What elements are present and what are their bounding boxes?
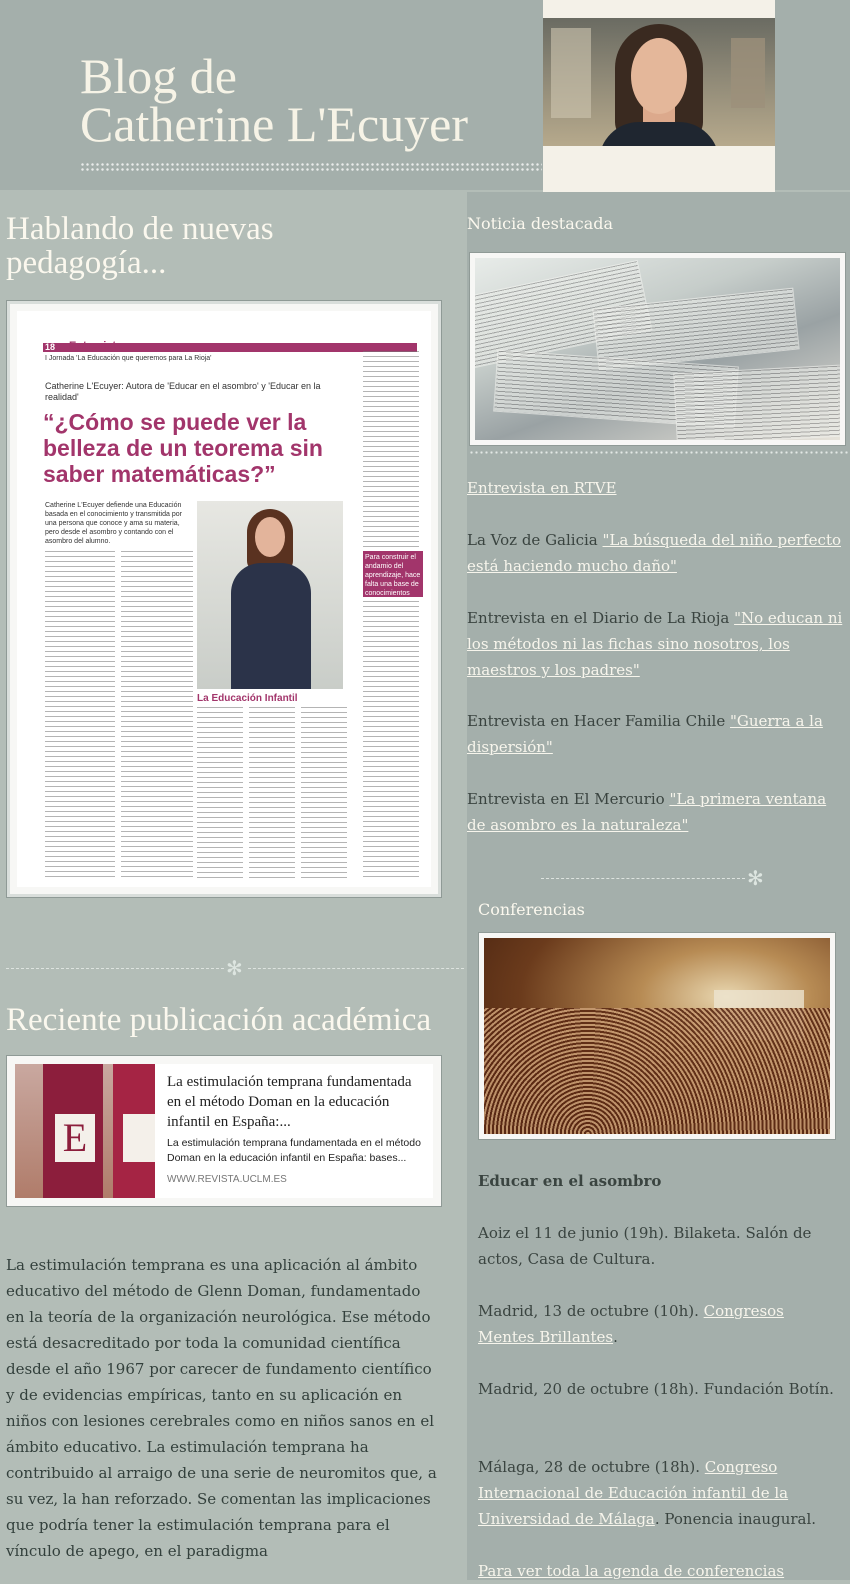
featured-news-title: Noticia destacada bbox=[467, 214, 614, 233]
auditorium-image bbox=[484, 938, 830, 1134]
event-malaga bbox=[478, 1454, 838, 1532]
clipping-page-number: 18 bbox=[45, 342, 56, 352]
publication-card-frame bbox=[6, 1055, 442, 1207]
conference-image-frame[interactable] bbox=[478, 932, 836, 1140]
blog-title[interactable] bbox=[80, 48, 468, 152]
mercurio-item bbox=[467, 786, 843, 838]
rtve-link[interactable]: Entrevista en RTVE bbox=[467, 479, 617, 497]
publication-description: La estimulación temprana fundamentada en el método Doman en la educación infantil en España: bases... bbox=[167, 1137, 421, 1164]
clipping-lead: Catherine L'Ecuyer defiende una Educación basada en el conocimiento y transmitida por una persona que conoce y ama su materia, pero desde el asombro y contando con el asombro del alumno. bbox=[45, 502, 182, 545]
sidebar bbox=[467, 192, 850, 1580]
malaga-congress-link[interactable]: Congreso Internacional de Educación infantil de la Universidad de Málaga bbox=[478, 1458, 789, 1528]
event2-suffix: . bbox=[613, 1328, 618, 1346]
rtve-item bbox=[467, 475, 843, 501]
publication-thumbnail[interactable] bbox=[15, 1064, 155, 1198]
clipping-subtitle: I Jornada 'La Educación que queremos para La Rioja' bbox=[45, 355, 212, 362]
header-dotted-rule bbox=[80, 162, 542, 172]
event4-suffix: . Ponencia inaugural. bbox=[654, 1510, 817, 1528]
blog-title-line2: Catherine L'Ecuyer bbox=[80, 96, 468, 152]
featured-news-frame[interactable] bbox=[469, 252, 846, 446]
mercurio-link[interactable]: "La primera ventana de asombro es la naturaleza" bbox=[467, 790, 827, 834]
event-series-title: Educar en el asombro bbox=[478, 1172, 662, 1190]
publication-card[interactable] bbox=[15, 1064, 433, 1198]
voz-item bbox=[467, 527, 843, 579]
publication-abstract: La estimulación temprana es una aplicación al ámbito educativo del método de Glenn Doman, fundamentado en la teoría de la organización neurológica. Ese método está desacreditado por toda la comunidad científica desde el año 1967 por carecer de fundamento científico y de evidencias empíricas, tanto en su aplicación en niños con lesiones cerebrales como en niños sanos en el ámbito educativo. La estimulación temprana ha contribuido al arraigo de una serie de neuromitos que, a su vez, la han reforzado. Se comentan las implicaciones que podría tener la estimulación temprana para el vínculo de apego, en el paradigma bbox=[6, 1256, 437, 1560]
author-photo bbox=[543, 18, 775, 146]
event-madrid-20: Madrid, 20 de octubre (18h). Fundación Botín. bbox=[478, 1380, 834, 1398]
rioja-link[interactable]: "No educan ni los métodos ni las fichas sino nosotros, los maestros y los padres" bbox=[467, 609, 843, 679]
snowflake-ornament-icon: ✻ bbox=[747, 866, 764, 890]
event4-prefix: Málaga, 28 de octubre (18h). bbox=[478, 1458, 705, 1476]
clipping-section: Entrevista bbox=[69, 340, 123, 352]
blog-title-line1: Blog de bbox=[80, 48, 237, 104]
clipping-subheading: La Educación Infantil bbox=[197, 693, 298, 704]
event-madrid-13 bbox=[478, 1298, 838, 1350]
divider-right bbox=[541, 878, 745, 880]
publication-title[interactable]: La estimulación temprana fundamentada en el método Doman en la educación infantil en España:... bbox=[167, 1074, 412, 1130]
voz-prefix: La Voz de Galicia bbox=[467, 531, 603, 549]
agenda-item bbox=[478, 1558, 838, 1584]
newspaper-clipping-frame[interactable] bbox=[6, 300, 442, 898]
publication-site: WWW.REVISTA.UCLM.ES bbox=[167, 1174, 287, 1185]
mercurio-prefix: Entrevista en El Mercurio bbox=[467, 790, 670, 808]
divider-left-b bbox=[248, 968, 464, 970]
dotted-rule bbox=[469, 450, 849, 456]
section-title-publicacion: Reciente publicación académica bbox=[6, 1002, 432, 1038]
voz-link[interactable]: "La búsqueda del niño perfecto está haciendo mucho daño" bbox=[467, 531, 841, 575]
newspaper-clipping-image bbox=[17, 311, 431, 887]
event2-prefix: Madrid, 13 de octubre (10h). bbox=[478, 1302, 704, 1320]
chile-item bbox=[467, 708, 843, 760]
clipping-headline: “¿Cómo se puede ver la belleza de un teorema sin saber matemáticas?” bbox=[43, 409, 323, 487]
event-aoiz: Aoiz el 11 de junio (19h). Bilaketa. Salón de actos, Casa de Cultura. bbox=[478, 1224, 812, 1268]
snowflake-ornament-icon: ✻ bbox=[226, 956, 243, 980]
clipping-callout: Para construir el andamio del aprendizaje, hace falta una base de conocimientos bbox=[363, 551, 423, 597]
thumbnail-letter: E bbox=[55, 1114, 95, 1162]
mentes-brillantes-link[interactable]: Congresos Mentes Brillantes bbox=[478, 1302, 784, 1346]
clipping-photo bbox=[197, 501, 343, 689]
divider-left-a bbox=[6, 968, 224, 970]
rioja-item bbox=[467, 605, 843, 683]
section-title-pedagogia: Hablando de nuevas pedagogía... bbox=[6, 211, 274, 281]
rioja-prefix: Entrevista en el Diario de La Rioja bbox=[467, 609, 735, 627]
agenda-link[interactable]: Para ver toda la agenda de conferencias bbox=[478, 1562, 785, 1580]
clipping-byline: Catherine L'Ecuyer: Autora de 'Educar en el asombro' y 'Educar en la realidad' bbox=[45, 381, 321, 402]
newspapers-image bbox=[475, 258, 840, 440]
chile-prefix: Entrevista en Hacer Familia Chile bbox=[467, 712, 730, 730]
chile-link[interactable]: "Guerra a la dispersión" bbox=[467, 712, 823, 756]
conferences-title: Conferencias bbox=[478, 900, 585, 919]
